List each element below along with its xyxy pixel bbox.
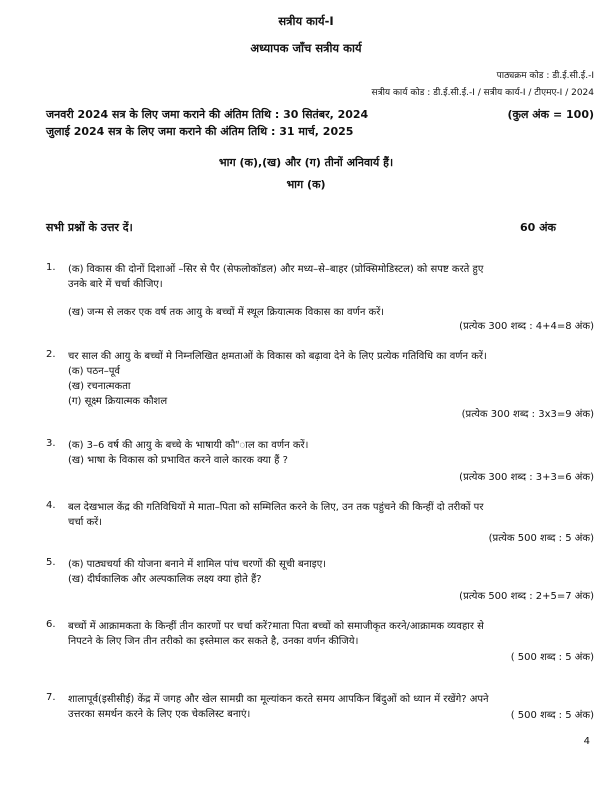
question-line: (क) विकास की दोनों दिशाओं –सिर से पैर (सेफलोकॉडल) और मध्य–से–बाहर (प्रोक्सिमोडिस्टल) को सपष्ट करते हुए <box>68 264 484 275</box>
page-title: सत्रीय कार्य-I <box>278 14 334 28</box>
page-subtitle: अध्यापक जाँच सत्रीय कार्य <box>250 41 362 55</box>
section-marks: 60 अंक <box>520 221 556 234</box>
total-marks: (कुल अंक = 100) <box>507 108 594 121</box>
question-line: (क) 3–6 वर्ष की आयु के बच्चे के भाषायी कौ"ाल का वर्णन करें। <box>68 440 309 451</box>
question-line: निपटने के लिए जिन तीन तरीको का इस्तेमाल कर सकते है, उनका वर्णन कीजिये। <box>68 636 359 647</box>
deadline-july: जुलाई 2024 सत्र के लिए जमा कराने की अंतिम तिथि : 31 मार्च, 2025 <box>46 125 354 138</box>
assignment-code: सत्रीय कार्य कोड : डी.ई.सी.ई.-I / सत्रीय कार्य-I / टीएमए-I / 2024 <box>371 88 594 98</box>
question-spacer <box>68 292 596 305</box>
question-marks: (प्रत्येक 300 शब्द : 3+3=6 अंक) <box>459 472 594 483</box>
question-number: 2. <box>46 349 56 360</box>
question-number: 1. <box>46 262 56 273</box>
question-line: (ख) दीर्घकालिक और अल्पकालिक लक्ष्य क्या होते हैं? <box>68 574 262 585</box>
question-number: 6. <box>46 619 56 630</box>
question-line: (ग) सूक्ष्म क्रियात्मक कौशल <box>68 396 168 407</box>
course-code: पाठ्यक्रम कोड : डी.ई.सी.ई.-I <box>496 71 594 81</box>
question-marks: (प्रत्येक 500 शब्द : 5 अंक) <box>488 533 594 544</box>
instruction: सभी प्रश्नों के उत्तर दें। <box>46 221 133 234</box>
question-text <box>68 500 596 530</box>
question-line: (क) पाठ्यचर्या की योजना बनाने में शामिल पांच चरणों की सूची बनाइए। <box>68 559 327 570</box>
deadline-january: जनवरी 2024 सत्र के लिए जमा कराने की अंतिम तिथि : 30 सितंबर, 2024 <box>46 108 369 121</box>
question-marks: (प्रत्येक 300 शब्द : 4+4=8 अंक) <box>459 321 594 332</box>
question-text <box>68 557 596 587</box>
question-text <box>68 438 596 468</box>
question-marks: (प्रत्येक 300 शब्द : 3x3=9 अंक) <box>461 409 594 420</box>
page-number: 4 <box>583 736 590 747</box>
question-line: चर साल की आयु के बच्चों मे निम्नलिखित क्षमताओं के विकास को बढ़ावा देने के लिए प्रत्येक गतिविधि का वर्णन करें। <box>68 351 487 362</box>
question-line: उत्तरका समर्थन करने के लिए एक चेकलिस्ट बनाएं। <box>68 709 251 720</box>
question-marks: ( 500 शब्द : 5 अंक) <box>510 652 594 663</box>
question-line: (क) पठन–पूर्व <box>68 366 120 377</box>
question-line: बल देखभाल केंद्र की गतिविधियों मे माता–पिता को सम्मिलित करने के लिए, उन तक पहुंचने की किन्हीं दो तरीकों पर <box>68 502 484 513</box>
question-line: (ख) रचनात्मकता <box>68 381 131 392</box>
question-text <box>68 349 596 409</box>
question-number: 5. <box>46 557 56 568</box>
question-text <box>68 262 596 320</box>
question-text <box>68 619 596 649</box>
question-number: 4. <box>46 500 56 511</box>
part-heading: भाग (क) <box>286 178 326 191</box>
question-line: (ख) भाषा के विकास को प्रभावित करने वाले कारक क्या हैं ? <box>68 455 288 466</box>
question-marks: ( 500 शब्द : 5 अंक) <box>510 710 594 721</box>
compulsory-note: भाग (क),(ख) और (ग) तीनों अनिवार्य हैं। <box>218 156 394 169</box>
question-line: शालापूर्व(इसीसीई) केंद्र में जगह और खेल सामग्री का मूल्यांकन करते समय आपकिन बिंदुओं को ध्यान में रखेंगे? अपने <box>68 694 489 705</box>
question-marks: (प्रत्येक 500 शब्द : 2+5=7 अंक) <box>459 591 594 602</box>
question-line: चर्चा करें। <box>68 517 103 528</box>
question-line: उनके बारे में चर्चा कीजिए। <box>68 279 163 290</box>
question-line: बच्चों में आक्रामकता के किन्हीं तीन कारणों पर चर्चा करें?माता पिता बच्चों को समाजीकृत करने/आक्रामक व्यवहार से <box>68 621 484 632</box>
question-line: (ख) जन्म से लकर एक वर्ष तक आयु के बच्चों में स्थूल क्रियात्मक विकास का वर्णन करें। <box>68 307 385 318</box>
question-number: 7. <box>46 692 56 703</box>
question-number: 3. <box>46 438 56 449</box>
